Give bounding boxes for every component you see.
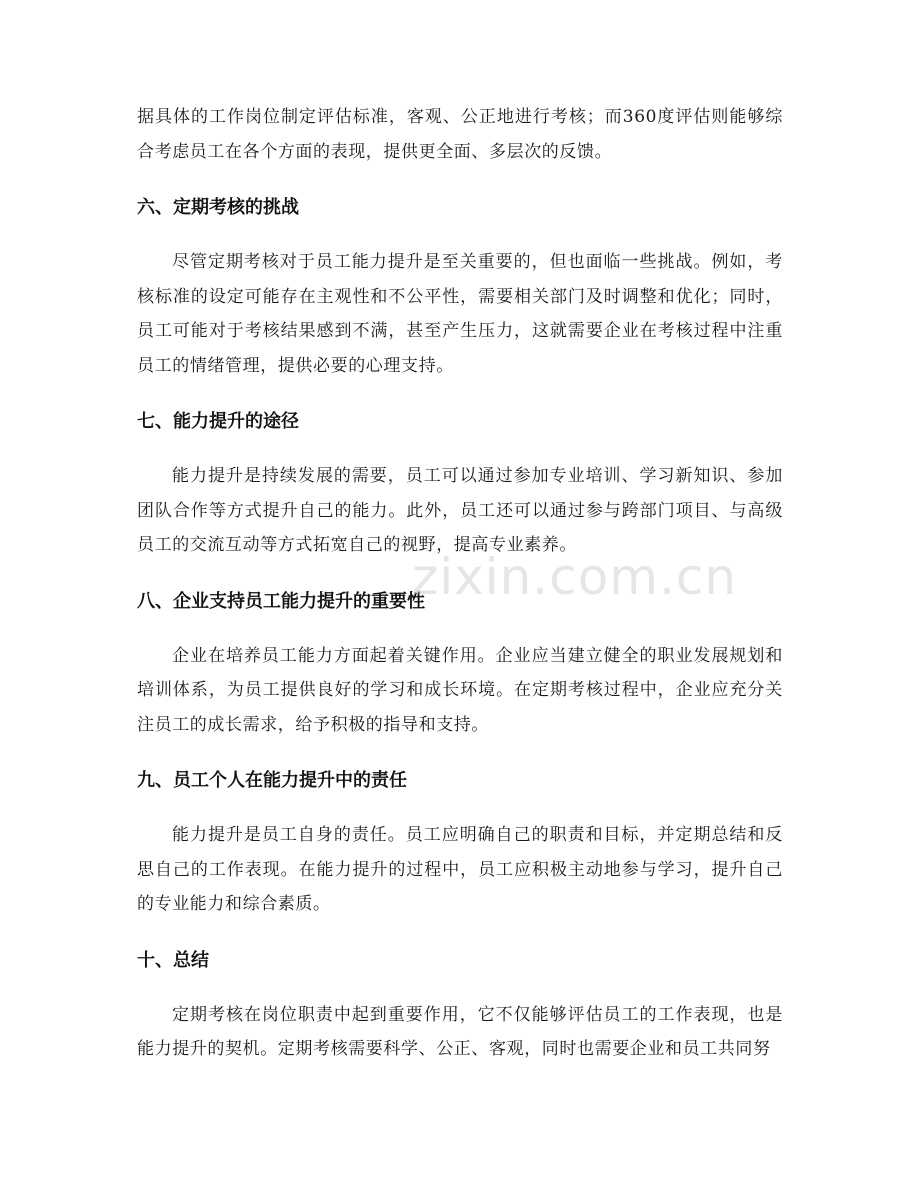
section-heading-9: 九、员工个人在能力提升中的责任 [137, 770, 407, 791]
section-heading-7: 七、能力提升的途径 [137, 411, 299, 432]
section-paragraph-6: 尽管定期考核对于员工能力提升是至关重要的，但也面临一些挑战。例如，考核标准的设定可能存在主观性和不公平性，需要相关部门及时调整和优化；同时，员工可能对于考核结果感到不满，甚至产生压力，这就需要企业在考核过程中注重员工的情绪管理，提供必要的心理支持。 [137, 252, 783, 376]
watermark-text: zixin.com.cn [412, 548, 738, 606]
section-paragraph-7: 能力提升是持续发展的需要，员工可以通过参加专业培训、学习新知识、参加团队合作等方式提升自己的能力。此外，员工还可以通过参与跨部门项目、与高级员工的交流互动等方式拓宽自己的视野，提高专业素养。 [137, 466, 783, 555]
section-heading-8: 八、企业支持员工能力提升的重要性 [137, 590, 425, 612]
document-body [137, 100, 783, 1067]
section-paragraph-9: 能力提升是员工自身的责任。员工应明确自己的职责和目标，并定期总结和反思自己的工作表现。在能力提升的过程中，员工应积极主动地参与学习，提升自己的专业能力和综合素质。 [137, 825, 783, 914]
section-paragraph-10: 定期考核在岗位职责中起到重要作用，它不仅能够评估员工的工作表现，也是能力提升的契机。定期考核需要科学、公正、客观，同时也需要企业和员工共同努 [137, 1004, 783, 1059]
section-heading-6: 六、定期考核的挑战 [137, 197, 299, 218]
section-paragraph-8: 企业在培养员工能力方面起着关键作用。企业应当建立健全的职业发展规划和培训体系，为员工提供良好的学习和成长环境。在定期考核过程中，企业应充分关注员工的成长需求，给予积极的指导和支持。 [137, 645, 783, 735]
section-heading-10: 十、总结 [137, 949, 209, 971]
intro-paragraph-tail: 据具体的工作岗位制定评估标准，客观、公正地进行考核；而360度评估则能够综合考虑员工在各个方面的表现，提供更全面、多层次的反馈。 [137, 107, 783, 162]
